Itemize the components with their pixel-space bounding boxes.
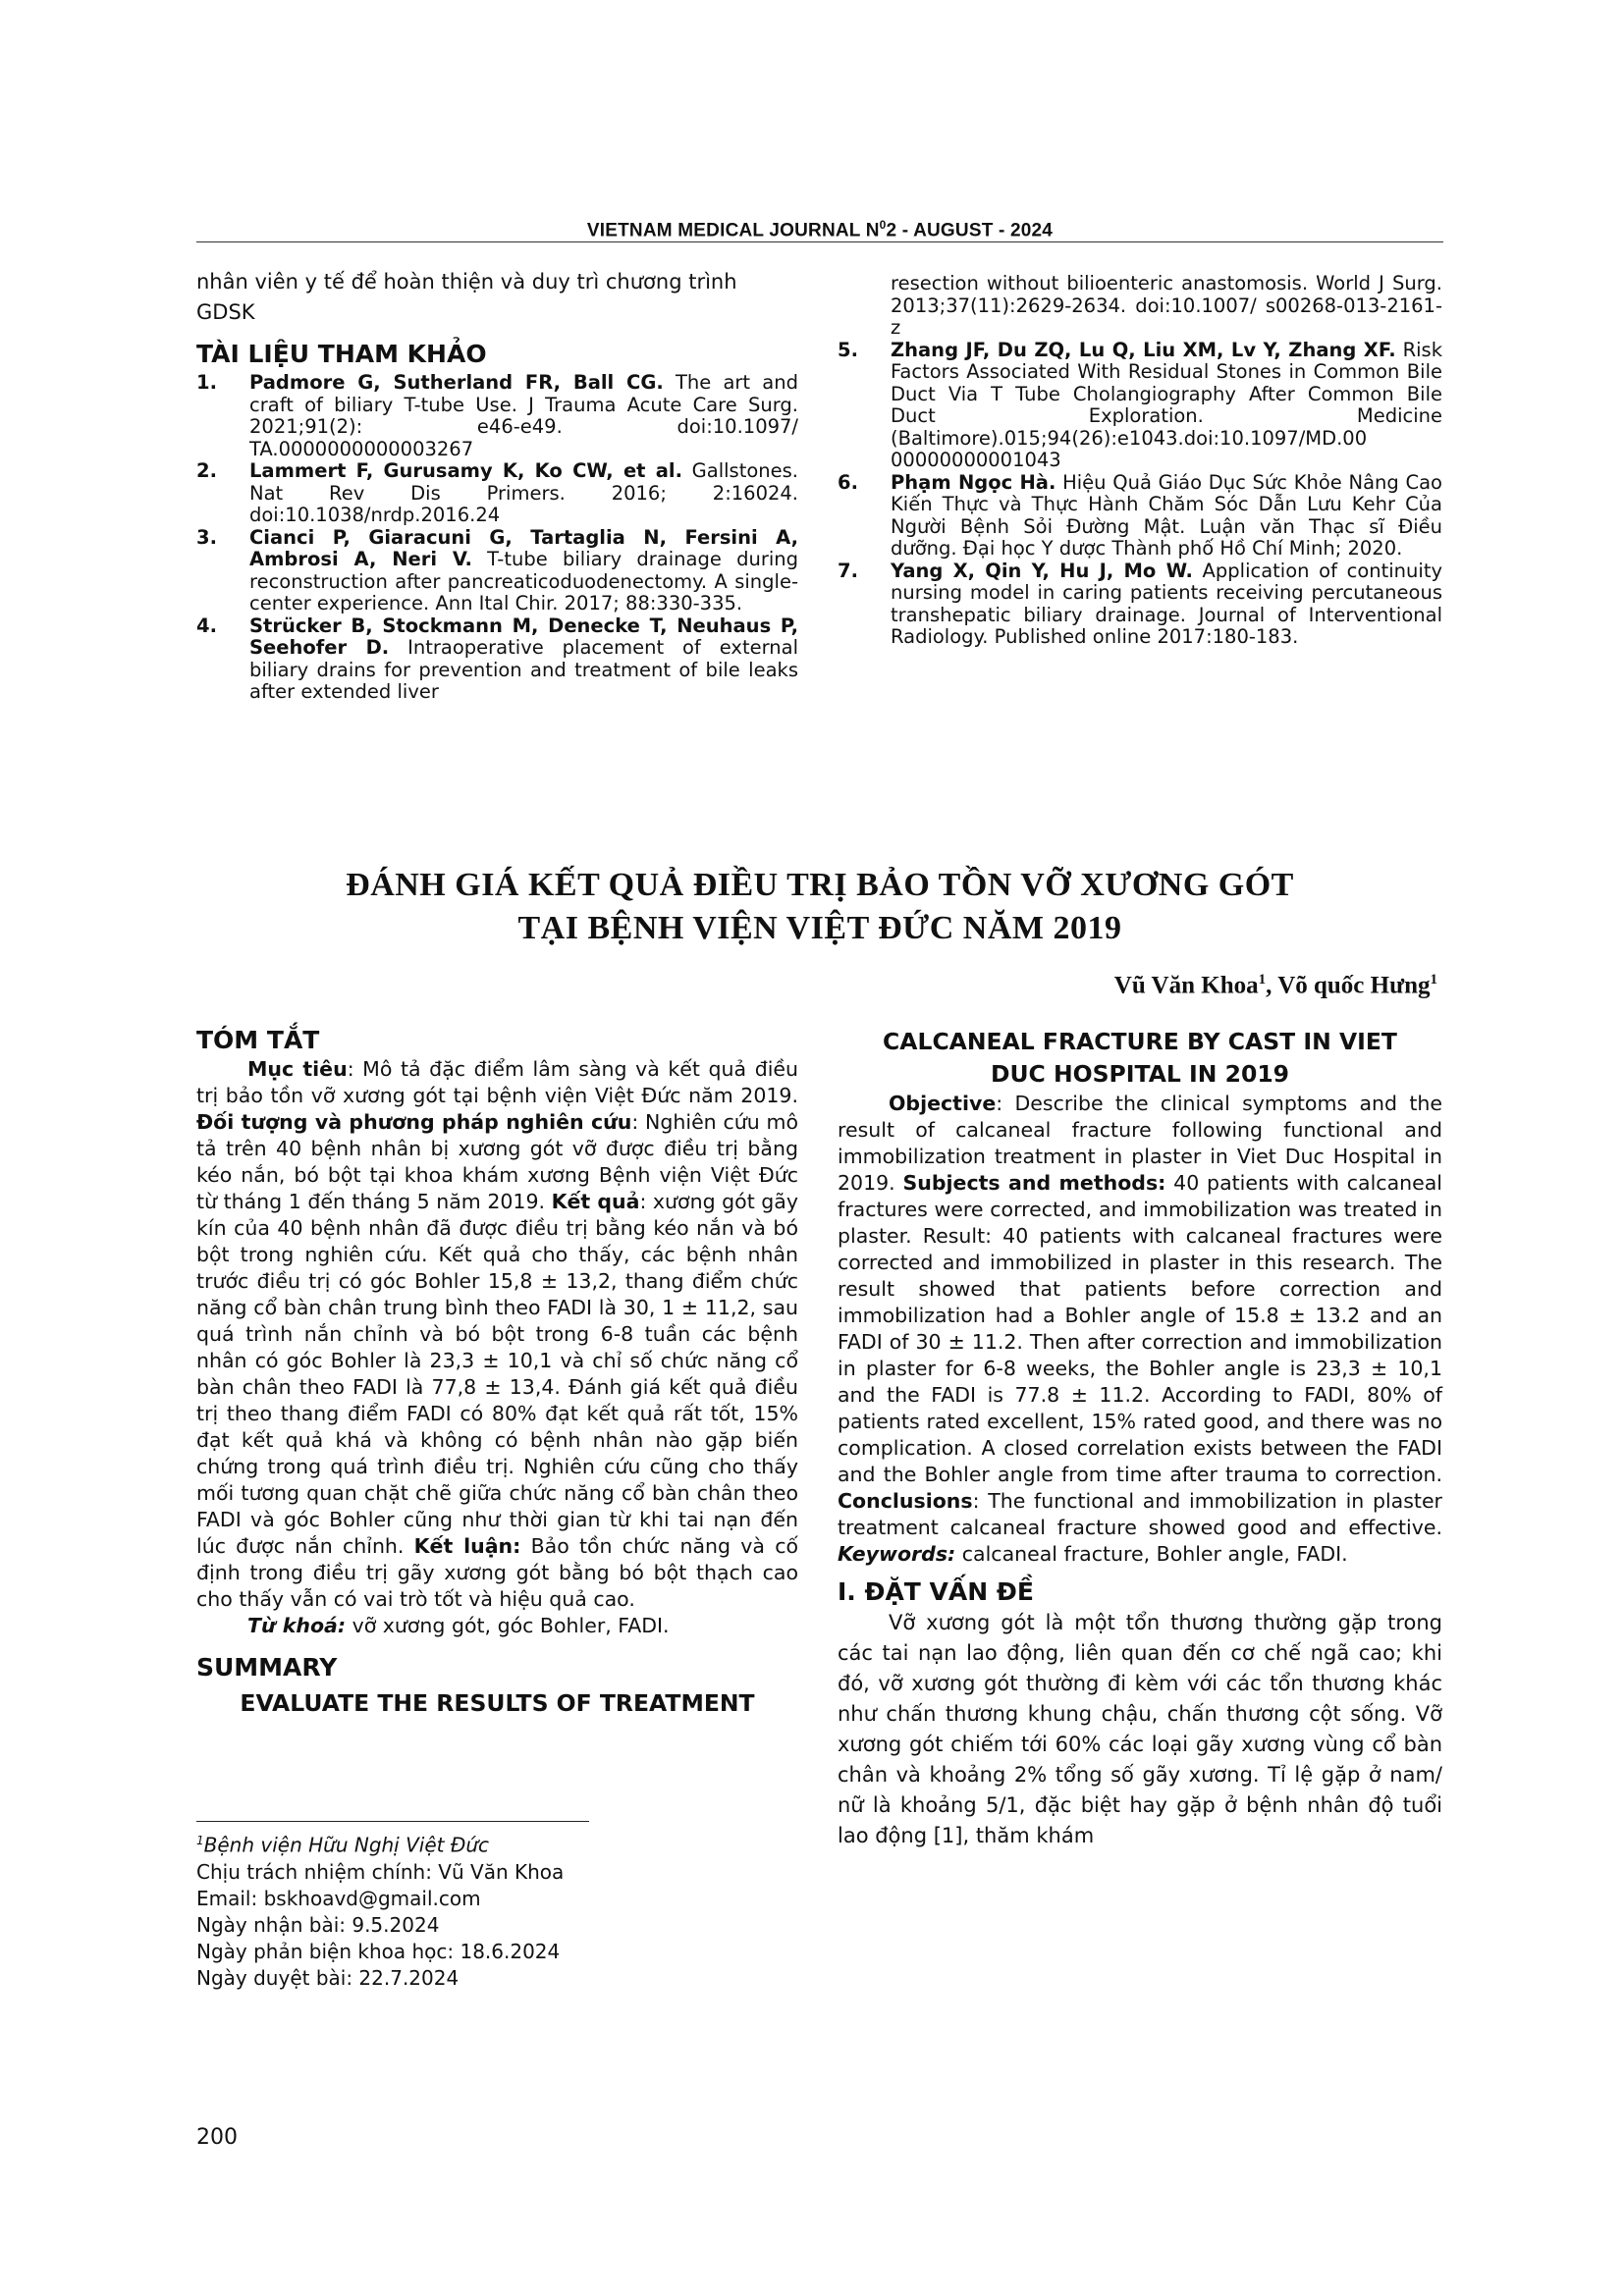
page-number: 200	[196, 2125, 238, 2150]
references-list-right	[838, 273, 1442, 649]
footnote-affiliation: $^1$Bệnh viện Hữu Nghị Việt Đức	[196, 1833, 490, 1857]
english-title-line2: CALCANEAL FRACTURE BY CAST IN VIET	[883, 1028, 1397, 1055]
en-abstract-column	[838, 1026, 1442, 1851]
introduction-heading: I. ĐẶT VẤN ĐỀ	[838, 1577, 1034, 1606]
reference-item: 6. Phạm Ngọc Hà. Hiệu Quả Giáo Dục Sức Khỏe Nâng Cao Kiến Thực và Thực Hành Chăm Sóc Dẫn Lưu Kehr Của Người Bệnh Sỏi Đường Mật. Luận văn Thạc sĩ Điều dưỡng. Đại học Y dược Thành phố Hồ Chí Minh; 2020.	[838, 470, 1442, 560]
prev-article-left-column	[196, 267, 798, 704]
english-title-line1: EVALUATE THE RESULTS OF TREATMENT	[240, 1689, 755, 1717]
reference-item: 7. Yang X, Qin Y, Hu J, Mo W. Application of continuity nursing model in caring patients receiving percutaneous transhepatic biliary drainage. Journal of Interventional Radiology. Published online 2017:180-183.	[838, 559, 1443, 648]
prev-article-closing-text: nhân viên y tế để hoàn thiện và duy trì chương trình GDSK	[196, 270, 737, 324]
reference-item: 1. Padmore G, Sutherland FR, Ball CG. The art and craft of biliary T-tube Use. J Trauma Acute Care Surg. 2021;91(2): e46-e49. doi:10.1097/ TA.0000000000003267	[196, 371, 798, 460]
vn-abstract-heading: TÓM TẮT	[196, 1026, 320, 1054]
english-title-line3: DUC HOSPITAL IN 2019	[990, 1060, 1290, 1088]
prev-article-right-column	[838, 273, 1442, 649]
reference-item: 4. Strücker B, Stockmann M, Denecke T, Neuhaus P, Seehofer D. Intraoperative placement of external biliary drains for prevention and treatment of bile leaks after extended liver	[196, 614, 799, 703]
article-title: ĐÁNH GIÁ KẾT QUẢ ĐIỀU TRỊ BẢO TỒN VỠ XƯƠNG GÓT TẠI BỆNH VIỆN VIỆT ĐỨC NĂM 2019	[346, 867, 1294, 946]
reference-item: 5. Zhang JF, Du ZQ, Lu Q, Liu XM, Lv Y, Zhang XF. Risk Factors Associated With Residual Stones in Common Bile Duct Via T Tube Cholangiography After Common Bile Duct Exploration. Medicine (Baltimore).015;94(26):e1043.doi:10.1097/MD.00 00000000001043	[838, 338, 1442, 471]
vn-keywords: Từ khoá: vỡ xương gót, góc Bohler, FADI.	[247, 1614, 670, 1637]
reference-item: 2. Lammert F, Gurusamy K, Ko CW, et al. Gallstones. Nat Rev Dis Primers. 2016; 2:16024. doi:10.1038/nrdp.2016.24	[196, 459, 798, 526]
references-list-left	[196, 372, 798, 704]
en-abstract-body: Objective: Describe the clinical symptoms and the result of calcaneal fracture following functional and immobilization treatment in plaster in Viet Duc Hospital in 2019. Subjects and methods: 40 patients with calcaneal fractures were corrected, and immobilization was treated in plaster. Result: 40 patients with calcaneal fractures were corrected and immobilized in plaster in this research. The result showed that patients before correction and immobilization had a Bohler angle of 15.8 ± 13.2 and an FADI of 30 ± 11.2. Then after correction and immobilization in plaster for 6-8 weeks, the Bohler angle is 23,3 ± 10,1 and the FADI is 77.8 ± 11.2. According to FADI, 80% of patients rated excellent, 15% rated good, and there was no complication. A closed correlation exists between the FADI and the Bohler angle from time after trauma to correction. Conclusions: The functional and immobilization in plaster treatment calcaneal fracture showed good and effective. Keywords: calcaneal fracture, Bohler angle, FADI.	[838, 1092, 1442, 1566]
summary-heading: SUMMARY	[196, 1653, 338, 1682]
introduction-body: Vỡ xương gót là một tổn thương thường gặp trong các tai nạn lao động, liên quan đến cơ chế ngã cao; khi đó, vỡ xương gót thường đi kèm với các tổn thương khác như chấn thương khung chậu, chấn thương cột sống. Vỡ xương gót chiếm tới 60% các loại gãy xương vùng cổ bàn chân và khoảng 2% tổng số gãy xương. Tỉ lệ gặp ở nam/ nữ là khoảng 5/1, đặc biệt hay gặp ở bệnh nhân độ tuổi lao động [1], thăm khám	[838, 1611, 1442, 1847]
vn-abstract-column	[196, 1026, 798, 1720]
footnote-received: Ngày nhận bài: 9.5.2024	[196, 1912, 440, 1937]
running-header: VIETNAM MEDICAL JOURNAL $N^02$ - AUGUST - 2024	[586, 218, 1054, 241]
reference-continuation: resection without bilioenteric anastomosis. World J Surg. 2013;37(11):2629-2634. doi:10.1007/ s00268-013-2161-z	[891, 272, 1442, 339]
vn-abstract-body: Mục tiêu: Mô tả đặc điểm lâm sàng và kết quả điều trị bảo tồn vỡ xương gót tại bệnh viện Việt Đức năm 2019. Đối tượng và phương pháp nghiên cứu: Nghiên cứu mô tả trên 40 bệnh nhân bị xương gót vỡ được điều trị bằng kéo nắn, bó bột tại khoa khám xương Bệnh viện Việt Đức từ tháng 1 đến tháng 5 năm 2019. Kết quả: xương gót gãy kín của 40 bệnh nhân đã được điều trị bằng kéo nắn và bó bột trong nghiên cứu. Kết quả cho thấy, các bệnh nhân trước điều trị có góc Bohler 15,8 ± 13,2, thang điểm chức năng cổ bàn chân trung bình theo FADI là 30, 1 ± 11,2, sau quá trình nắn chỉnh và bó bột trong 6-8 tuần các bệnh nhân có góc Bohler là 23,3 ± 10,1 và chỉ số chức năng cổ bàn chân theo FADI là 77,8 ± 13,4. Đánh giá kết quả điều trị theo thang điểm FADI có 80% đạt kết quả rất tốt, 15% đạt kết quả khá và không có bệnh nhân nào gặp biến chứng trong quá trình điều trị. Nghiên cứu cũng cho thấy mối tương quan chặt chẽ giữa chức năng cổ bàn chân theo FADI và góc Bohler cũng như thời gian từ khi tai nạn đến lúc được nắn chỉnh. Kết luận: Bảo tồn chức năng và cố định trong điều trị gãy xương gót bằng bó bột thạch cao cho thấy vẫn có vai trò tốt và hiệu quả cao.	[196, 1057, 799, 1611]
references-heading: TÀI LIỆU THAM KHẢO	[196, 340, 487, 368]
footnote-responsible: Chịu trách nhiệm chính: Vũ Văn Khoa	[196, 1859, 565, 1884]
footnote-rule	[196, 1821, 589, 1822]
footnote-accepted: Ngày duyệt bài: 22.7.2024	[196, 1965, 460, 1990]
footnote-reviewed: Ngày phản biện khoa học: 18.6.2024	[196, 1939, 561, 1963]
reference-item: 3. Cianci P, Giaracuni G, Tartaglia N, Fersini A, Ambrosi A, Neri V. T-tube biliary drainage during reconstruction after pancreaticoduodenectomy. A single-center experience. Ann Ital Chir. 2017; 88:330-335.	[196, 525, 798, 614]
footnote-email: Email: bskhoavd@gmail.com	[196, 1886, 481, 1910]
article-authors: Vũ Văn Khoa$^1$, Võ quốc Hưng$^1$	[1113, 972, 1437, 999]
header-rule	[196, 241, 1443, 242]
footnote-block	[196, 1828, 805, 1992]
